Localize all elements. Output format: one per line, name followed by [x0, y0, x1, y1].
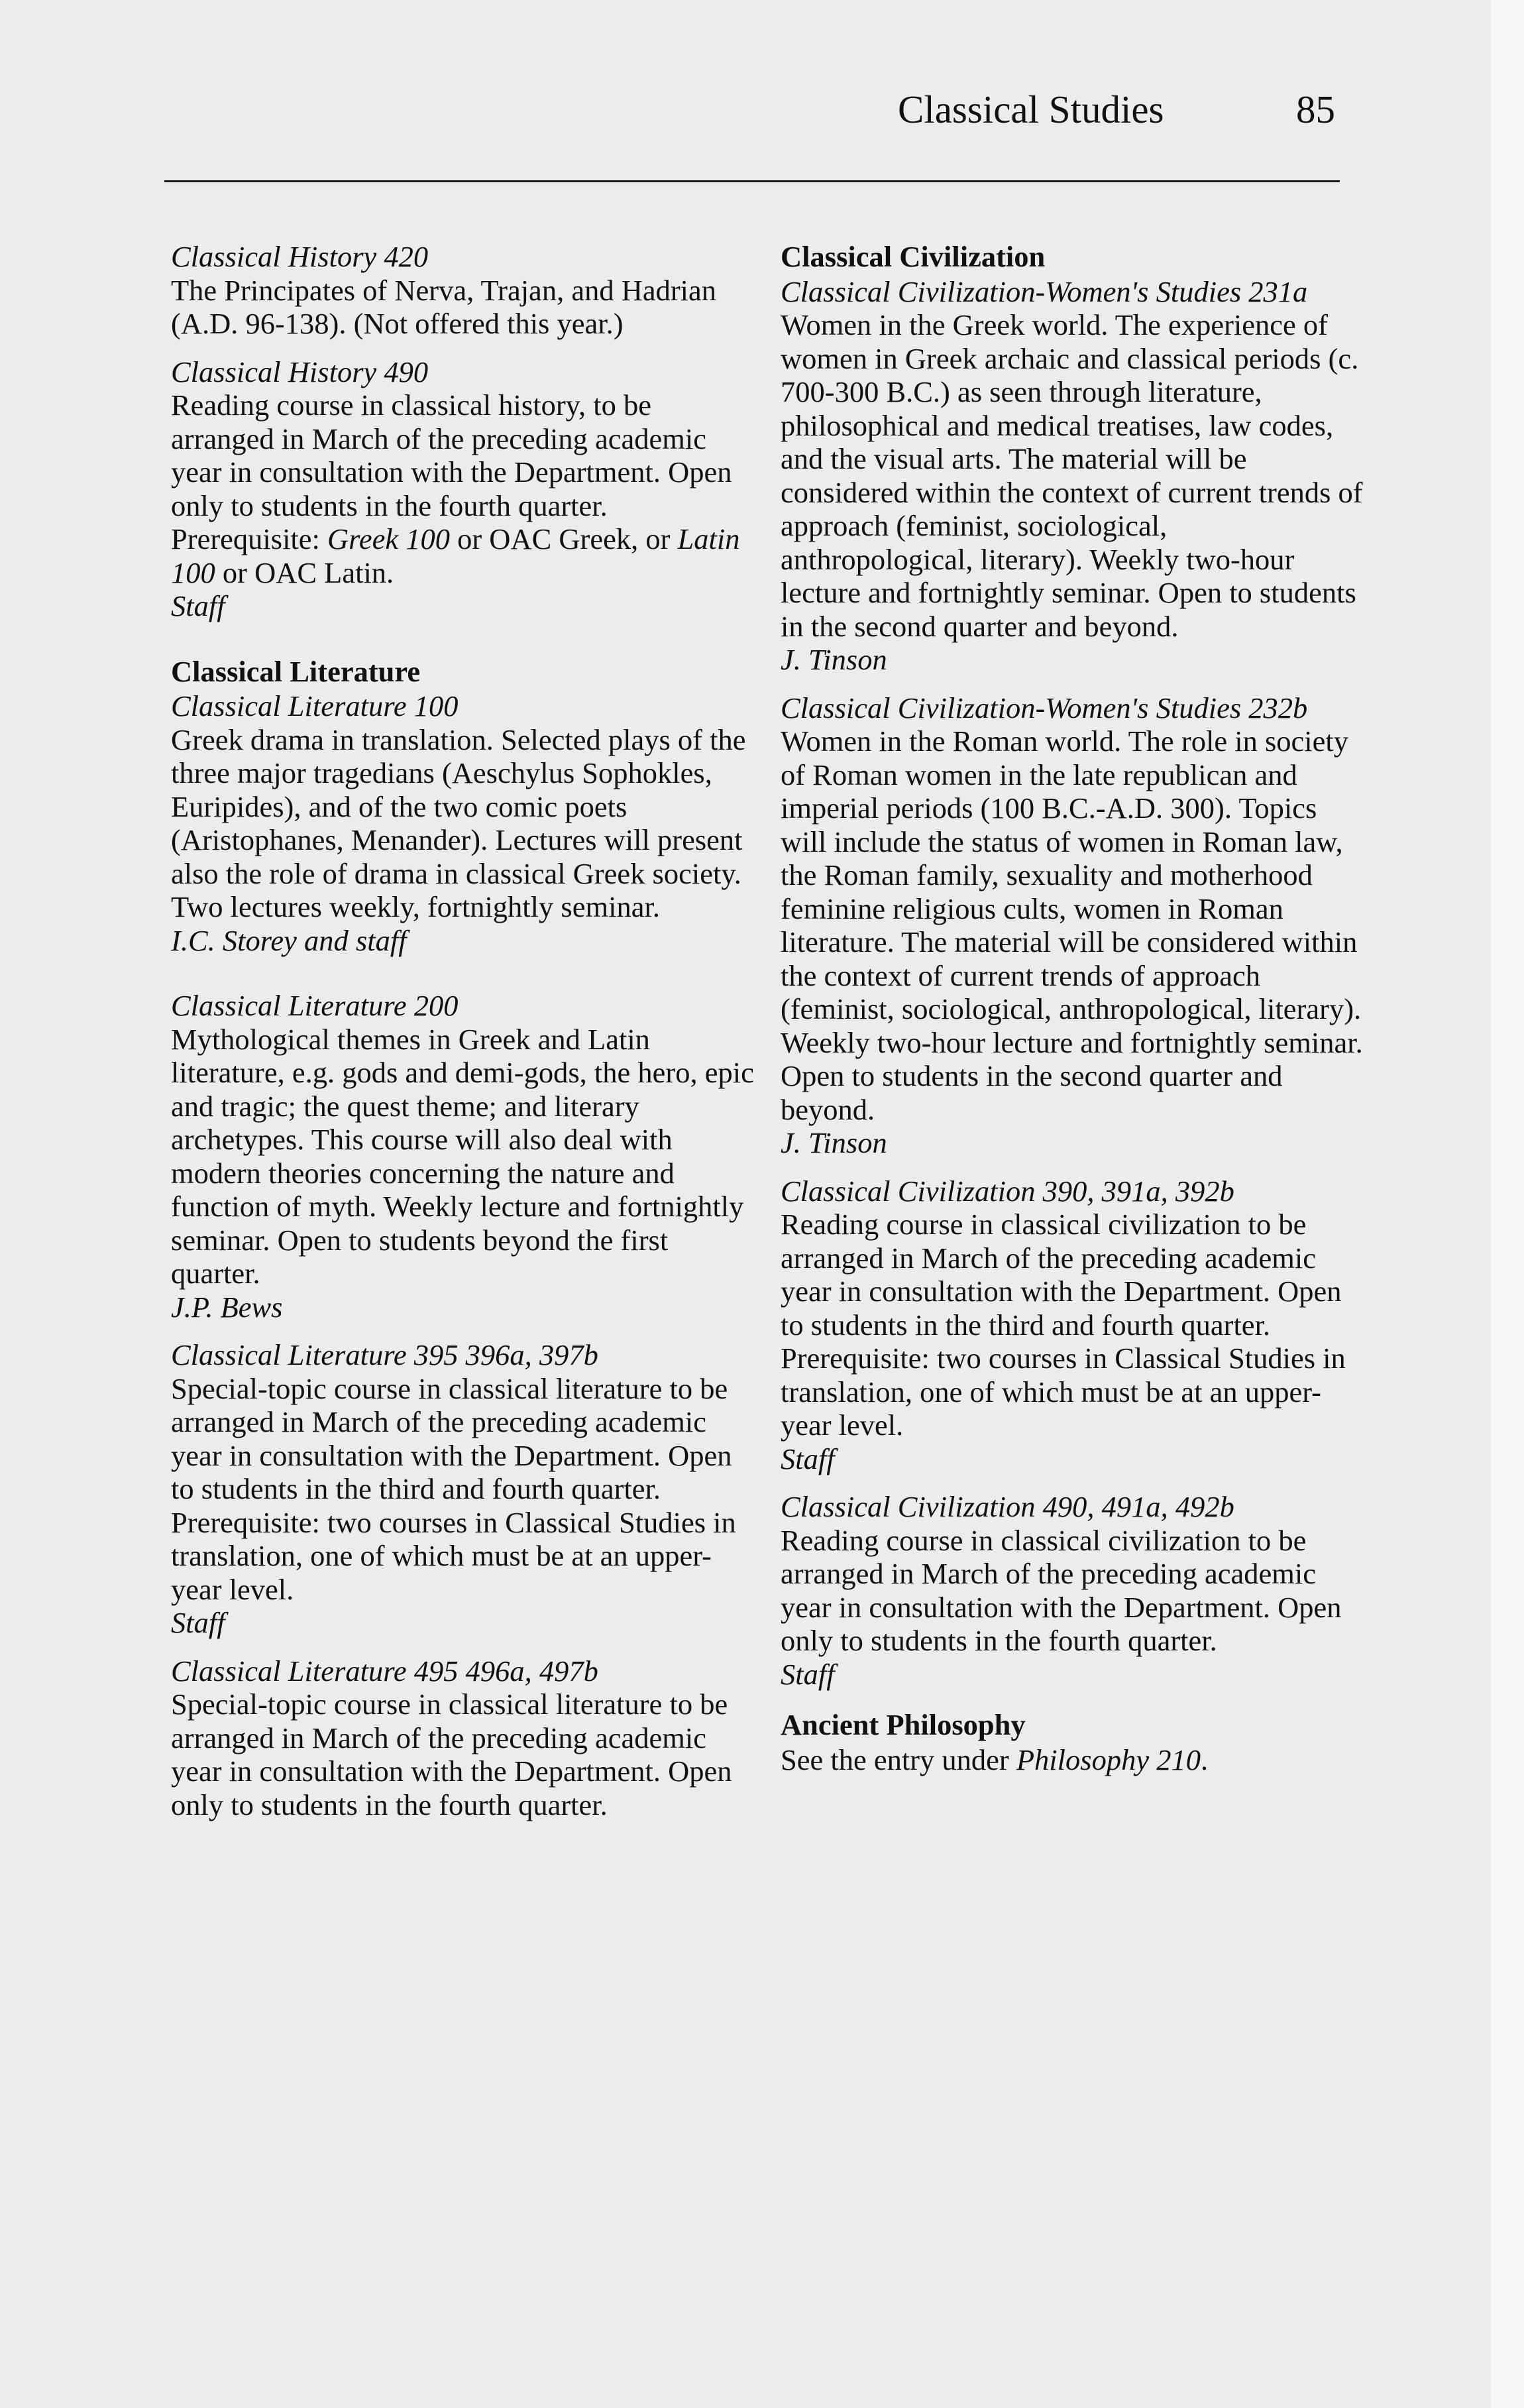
course-description: Reading course in classical history, to be arranged in March of the preceding academic year in consultation with the Department. Open only to students in the fourth quarter. Prerequisite: Greek 100 or OAC Greek, or Latin 100 or OAC Latin. — [171, 388, 740, 589]
course-description: Women in the Roman world. The role in society of Roman women in the late republican and imperial periods (100 B.C.-A.D. 300). Topics will include the status of women in Roman law, the Roman family, sexuality and motherhood feminine religious cults, women in Roman literature. The material will be considered within the context of current trends of approach (feminist, sociological, anthropological, literary). Weekly two-hour lecture and fortnightly seminar. Open to students in the second quarter and beyond. — [781, 724, 1363, 1126]
course-instructor: Staff — [781, 1442, 835, 1475]
course-entry-civ-231a — [781, 275, 1364, 677]
course-instructor: J. Tinson — [781, 643, 887, 676]
course-entry-civ-390 — [781, 1175, 1364, 1476]
course-title: Classical Literature 200 — [171, 989, 459, 1022]
course-entry-literature-395 — [171, 1338, 754, 1640]
course-entry-history-420 — [171, 240, 754, 341]
section-heading-civilization: Classical Civilization — [781, 240, 1046, 273]
course-title: Classical Civilization-Women's Studies 232b — [781, 691, 1308, 724]
section-heading-literature: Classical Literature — [171, 654, 421, 688]
left-column — [171, 240, 754, 1836]
course-instructor: J. Tinson — [781, 1126, 887, 1159]
course-title: Classical Literature 395 396a, 397b — [171, 1338, 598, 1371]
course-description: Reading course in classical civilization to be arranged in March of the preceding academic year in consultation with the Department. Open to students in the third and fourth quarter. Prerequisite: two courses in Classical Studies in translation, one of which must be at an upper-year level. — [781, 1208, 1346, 1442]
course-description: Mythological themes in Greek and Latin literature, e.g. gods and demi-gods, the hero, epic and tragic; the quest theme; and literary archetypes. This course will also deal with modern theories concerning the nature and function of myth. Weekly lecture and fortnightly seminar. Open to students beyond the first quarter. — [171, 1022, 754, 1290]
course-entry-literature-100 — [171, 689, 754, 957]
page-number: 85 — [1296, 87, 1335, 131]
course-title: Classical Literature 100 — [171, 689, 459, 722]
header-rule — [164, 180, 1340, 182]
course-title: Classical Civilization 390, 391a, 392b — [781, 1174, 1234, 1208]
running-head — [898, 80, 1335, 139]
page-edge — [1491, 0, 1524, 2408]
course-entry-literature-200 — [171, 989, 754, 1324]
course-entry-civ-232b — [781, 691, 1364, 1160]
philosophy-cross-reference: See the entry under Philosophy 210. — [781, 1743, 1209, 1776]
course-title: Classical Literature 495 496a, 497b — [171, 1654, 598, 1688]
course-description: Greek drama in translation. Selected plays of the three major tragedians (Aeschylus Sophokles, Euripides), and of the two comic poets (Aristophanes, Menander). Lectures will present also the role of drama in classical Greek society. Two lectures weekly, fortnightly seminar. — [171, 722, 746, 923]
course-entry-literature-495 — [171, 1654, 754, 1822]
course-instructor: Staff — [781, 1657, 835, 1691]
course-instructor: Staff — [171, 589, 225, 622]
course-title: Classical Civilization-Women's Studies 231a — [781, 274, 1308, 308]
course-instructor: I.C. Storey and staff — [171, 923, 407, 957]
course-description: Women in the Greek world. The experience of women in Greek archaic and classical periods (c. 700-300 B.C.) as seen through literature, philosophical and medical treatises, law codes, and the visual arts. The material will be considered within the context of current trends of approach (feminist, sociological, anthropological, literary). Weekly two-hour lecture and fortnightly seminar. Open to students in the second quarter and beyond. — [781, 308, 1363, 643]
course-description: Special-topic course in classical literature to be arranged in March of the preceding academic year in consultation with the Department. Open only to students in the fourth quarter. — [171, 1688, 732, 1821]
course-entry-civ-490 — [781, 1490, 1364, 1691]
course-instructor: J.P. Bews — [171, 1290, 283, 1324]
course-title: Classical History 490 — [171, 355, 429, 388]
course-description: Special-topic course in classical literature to be arranged in March of the preceding academic year in consultation with the Department. Open to students in the third and fourth quarter. Prerequisite: two courses in Classical Studies in translation, one of which must be at an upper-year level. — [171, 1371, 736, 1606]
course-description: Reading course in classical civilization to be arranged in March of the preceding academic year in consultation with the Department. Open only to students in the fourth quarter. — [781, 1523, 1342, 1657]
running-head-title: Classical Studies — [898, 87, 1164, 131]
course-title: Classical Civilization 490, 491a, 492b — [781, 1490, 1234, 1523]
section-heading-philosophy: Ancient Philosophy — [781, 1708, 1026, 1741]
course-description: The Principates of Nerva, Trajan, and Hadrian (A.D. 96-138). (Not offered this year.) — [171, 273, 717, 340]
course-instructor: Staff — [171, 1606, 225, 1639]
right-column — [781, 240, 1364, 1776]
course-entry-history-490 — [171, 355, 754, 623]
course-title: Classical History 420 — [171, 240, 429, 273]
